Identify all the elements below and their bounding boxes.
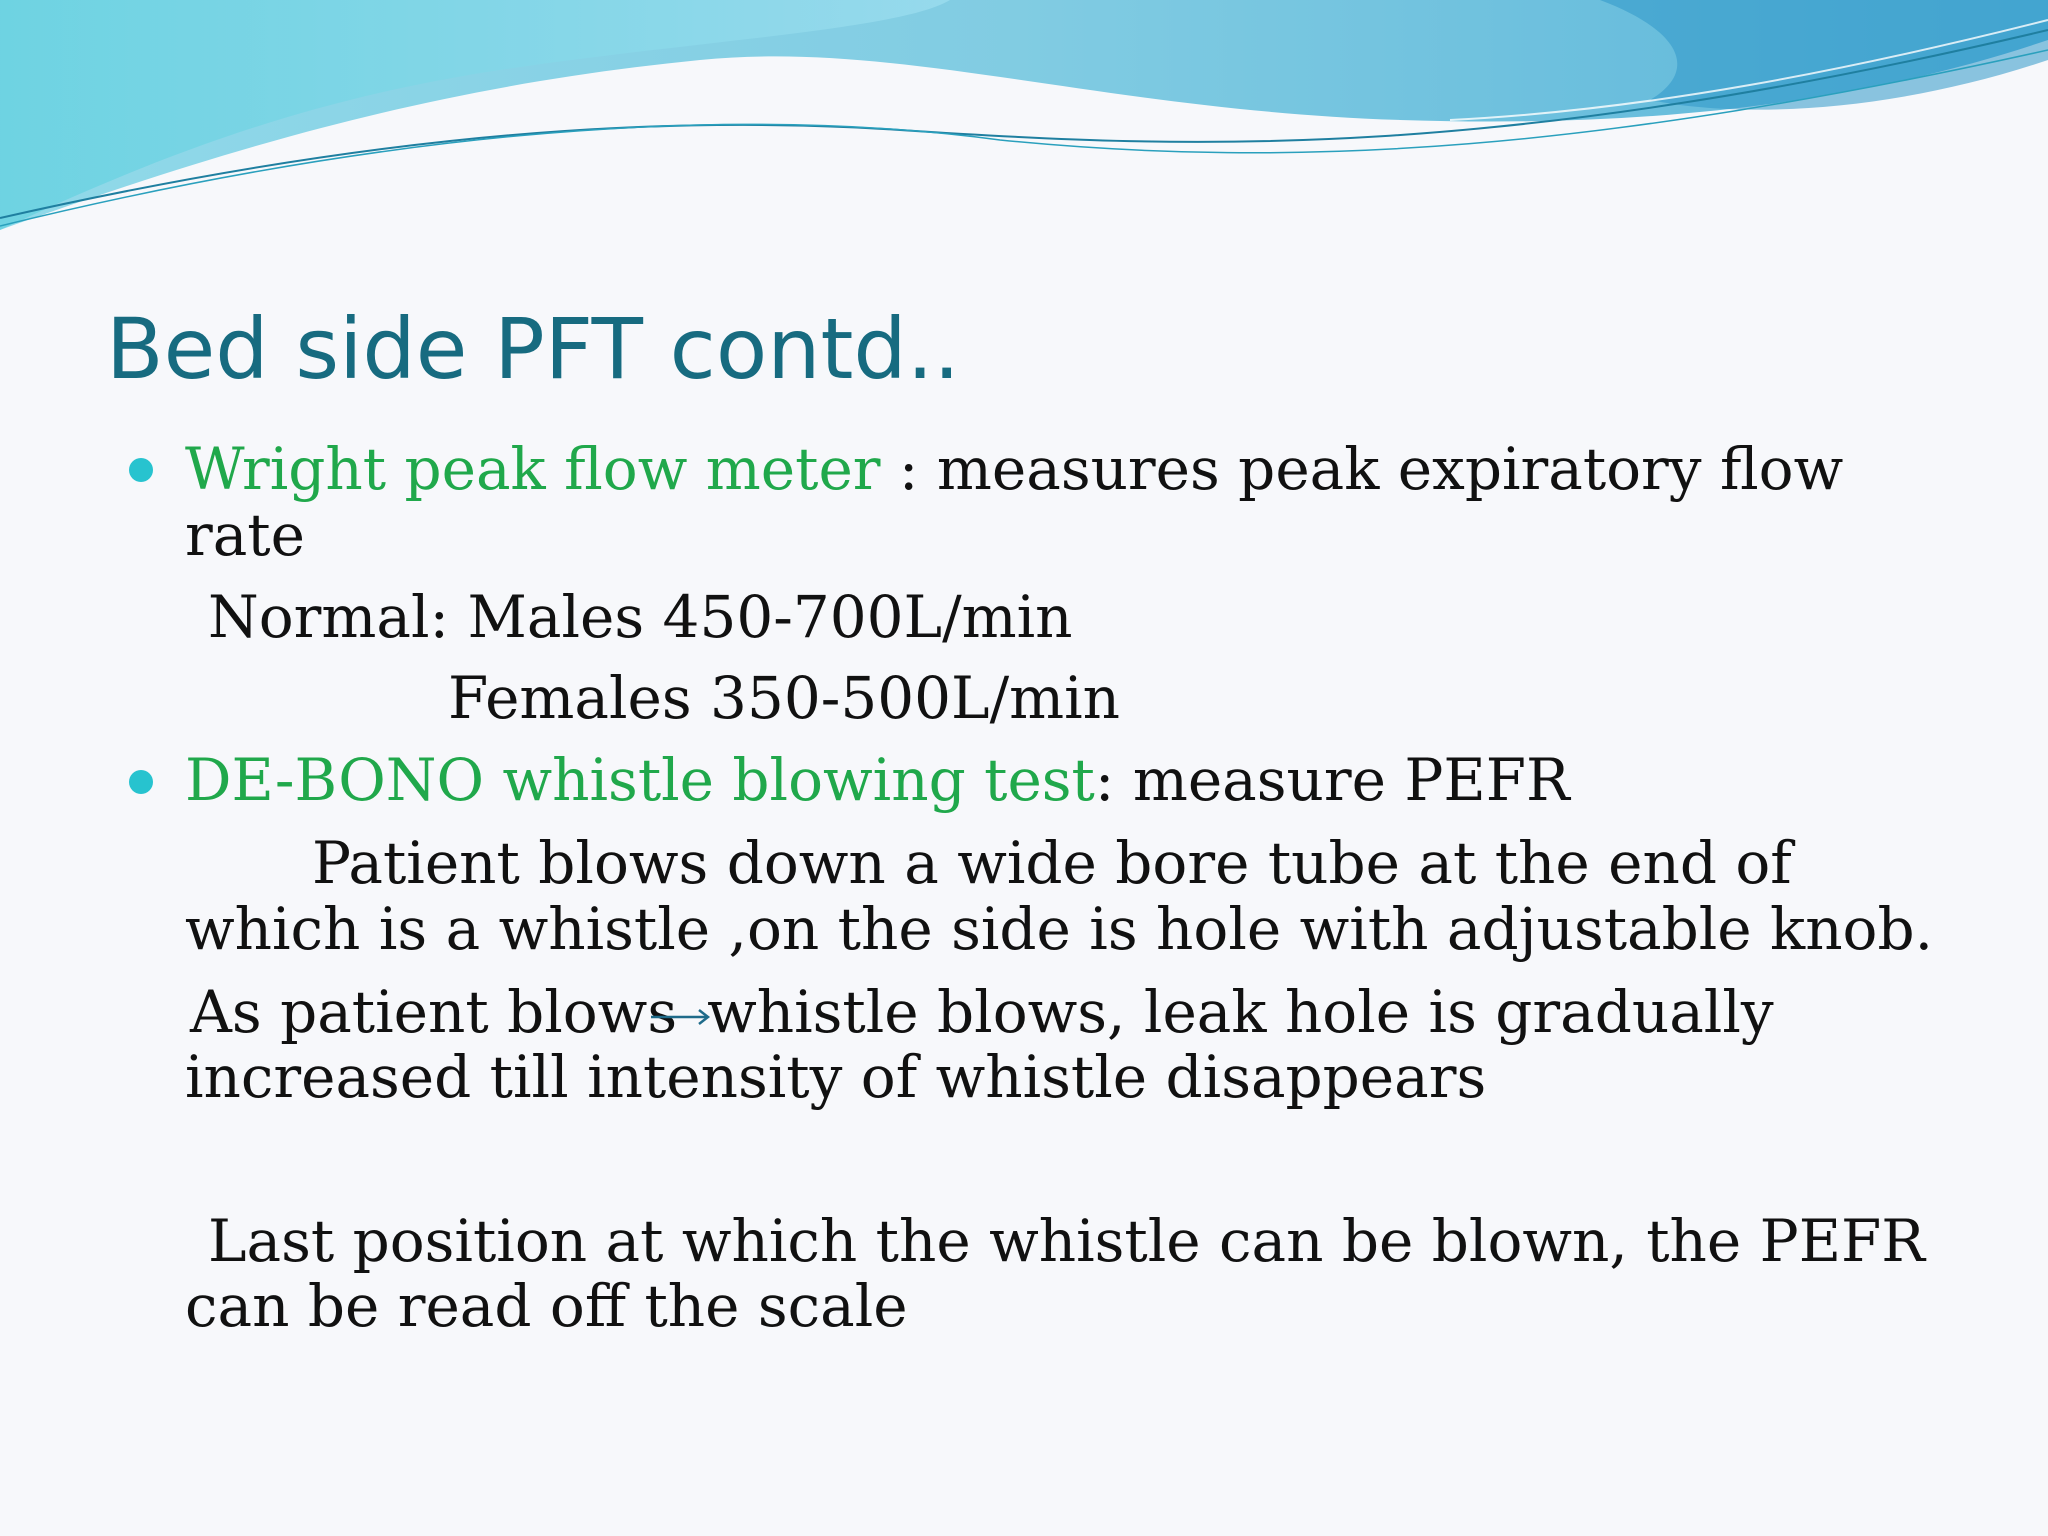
bullet-de-bono-test — [185, 747, 1570, 813]
header-wave-decoration — [0, 0, 2048, 240]
blowing-text-line1 — [190, 979, 1774, 1045]
procedure-text-line2: which is a whistle ,on the side is hole with adjustable knob. — [185, 895, 1934, 963]
blowing-text-part2: whistle blows, leak hole is gradually — [707, 978, 1774, 1046]
procedure-text-line1: Patient blows down a wide bore tube at the end of — [312, 829, 1792, 897]
bullet2-desc: : measure PEFR — [1094, 746, 1570, 814]
term-de-bono-whistle-test: DE-BONO whistle blowing test — [185, 746, 1095, 814]
bullet-wright-peak-flow — [185, 436, 1843, 502]
normal-females-text: Females 350-500L/min — [448, 664, 1121, 732]
bullet-dot — [129, 458, 153, 482]
blowing-text-line2: increased till intensity of whistle disappears — [185, 1043, 1487, 1111]
bullet1-desc: : measures peak expiratory flow — [880, 435, 1844, 503]
normal-males-text: Normal: Males 450-700L/min — [208, 583, 1073, 651]
blowing-text-part1: As patient blows — [190, 978, 678, 1046]
slide-title: Bed side PFT contd.. — [106, 300, 961, 398]
bullet-dot — [129, 770, 153, 794]
reading-text-line2: can be read off the scale — [185, 1272, 908, 1340]
right-arrow-icon — [649, 1004, 713, 1030]
reading-text-line1: Last position at which the whistle can be blown, the PEFR — [208, 1207, 1925, 1275]
term-wright-peak-flow-meter: Wright peak flow meter — [185, 435, 881, 503]
bullet1-desc-continued: rate — [185, 501, 305, 569]
